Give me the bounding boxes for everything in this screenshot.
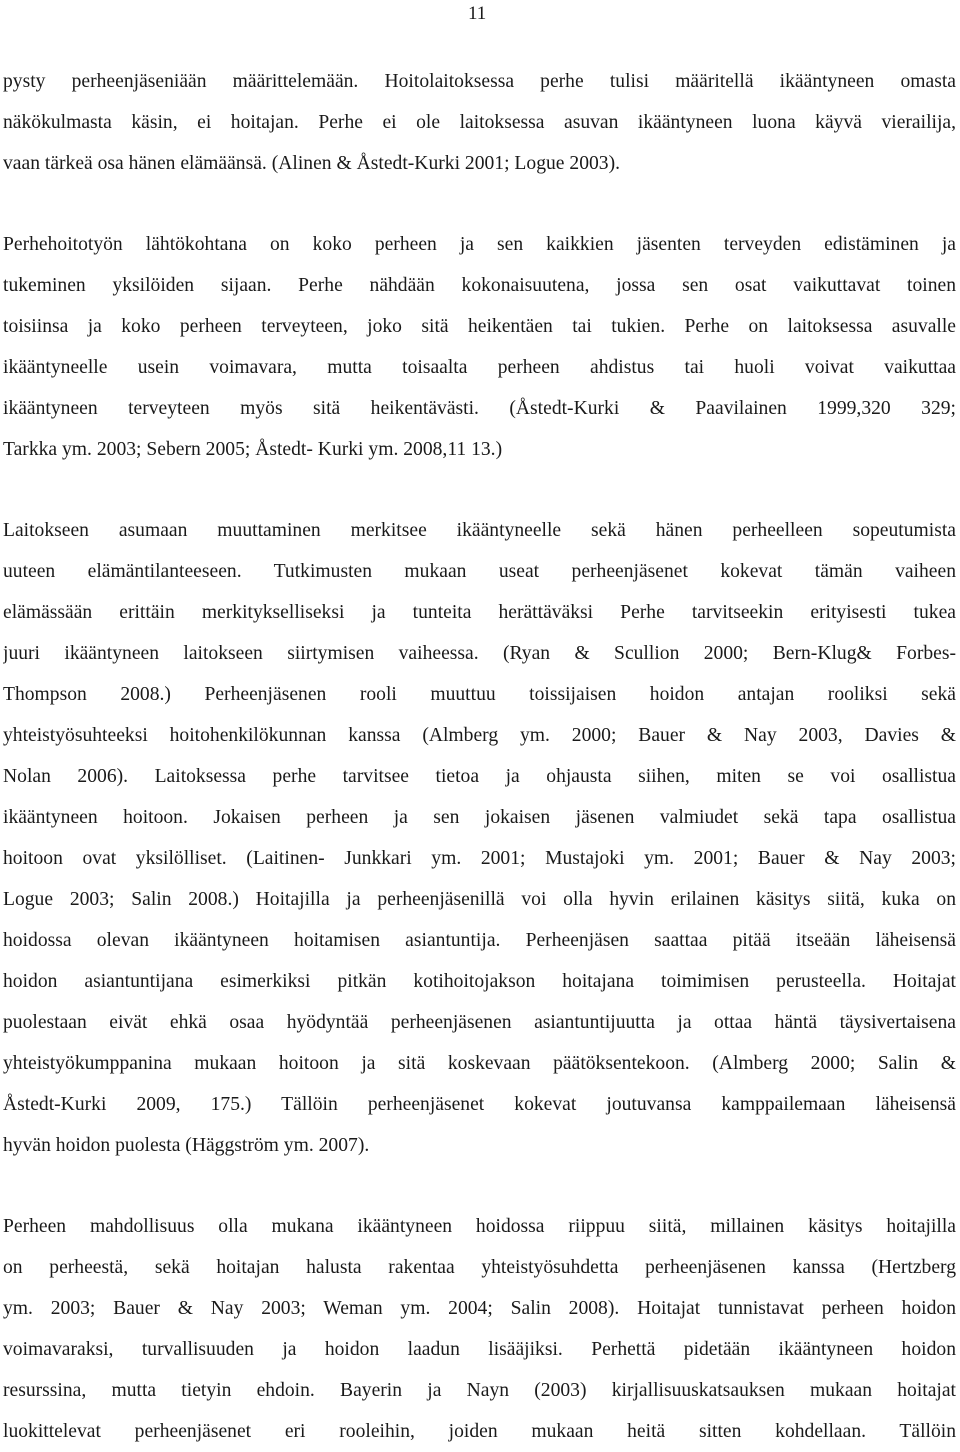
text-line: näkökulmasta käsin, ei hoitajan. Perhe ei ole laitoksessa asuvan ikääntyneen luona käyvä vierailija, (3, 112, 956, 133)
text-line: Laitokseen asumaan muuttaminen merkitsee ikääntyneelle sekä hänen perheelleen sopeutumista (3, 520, 956, 541)
text-line: luokittelevat perheenjäsenet eri rooleihin, joiden mukaan heitä sitten kohdellaan. Tällöin (3, 1421, 956, 1442)
paragraph-1 (3, 61, 956, 184)
text-line: yhteistyösuhteeksi hoitohenkilökunnan kanssa (Almberg ym. 2000; Bauer & Nay 2003, Davies & (3, 725, 956, 746)
text-line: elämässään erittäin merkitykselliseksi ja tunteita herättäväksi Perhe tarvitseekin erityisesti tukea (3, 602, 956, 623)
text-line: juuri ikääntyneen laitokseen siirtymisen vaiheessa. (Ryan & Scullion 2000; Bern-Klug& Forbes- (3, 643, 956, 664)
text-line: Nolan 2006). Laitoksessa perhe tarvitsee tietoa ja ohjausta siihen, miten se voi osallistua (3, 766, 956, 787)
text-line: uuteen elämäntilanteeseen. Tutkimusten mukaan useat perheenjäsenet kokevat tämän vaiheen (3, 561, 956, 582)
paragraph-gap (3, 184, 956, 224)
text-line: on perheestä, sekä hoitajan halusta rakentaa yhteistyösuhdetta perheenjäsenen kanssa (Hertzberg (3, 1257, 956, 1278)
page-number: 11 (468, 3, 487, 24)
text-line: hoidon asiantuntijana esimerkiksi pitkän kotihoitojakson hoitajana toimimisen perusteella. Hoitajat (3, 971, 956, 992)
document-body (3, 61, 956, 1452)
paragraph-4 (3, 1206, 956, 1452)
text-line: yhteistyökumppanina mukaan hoitoon ja sitä koskevaan päätöksentekoon. (Almberg 2000; Salin & (3, 1053, 956, 1074)
text-line: voimavaraksi, turvallisuuden ja hoidon laadun lisääjiksi. Perhettä pidetään ikääntyneen hoidon (3, 1339, 956, 1360)
text-line: Perhehoitotyön lähtökohtana on koko perheen ja sen kaikkien jäsenten terveyden edistäminen ja (3, 234, 956, 255)
text-line: toisiinsa ja koko perheen terveyteen, joko sitä heikentäen tai tukien. Perhe on laitoksessa asuvalle (3, 316, 956, 337)
paragraph-3 (3, 510, 956, 1166)
paragraph-gap (3, 1166, 956, 1206)
text-line: hoitoon ovat yksilölliset. (Laitinen- Junkkari ym. 2001; Mustajoki ym. 2001; Bauer & Nay 2003; (3, 848, 956, 869)
text-line: Thompson 2008.) Perheenjäsenen rooli muuttuu toissijaisen hoidon antajan rooliksi sekä (3, 684, 956, 705)
paragraph-gap (3, 470, 956, 510)
text-line: Åstedt-Kurki 2009, 175.) Tällöin perheenjäsenet kokevat joutuvansa kamppailemaan läheisensä (3, 1094, 956, 1115)
text-line: pysty perheenjäseniään määrittelemään. Hoitolaitoksessa perhe tulisi määritellä ikääntyneen omasta (3, 71, 956, 92)
text-line: resurssina, mutta tietyin ehdoin. Bayerin ja Nayn (2003) kirjallisuuskatsauksen mukaan hoitajat (3, 1380, 956, 1401)
text-line: ikääntyneen terveyteen myös sitä heikentävästi. (Åstedt-Kurki & Paavilainen 1999,320 329; (3, 398, 956, 419)
text-line: hyvän hoidon puolesta (Häggström ym. 2007). (3, 1135, 370, 1156)
text-line: ym. 2003; Bauer & Nay 2003; Weman ym. 2004; Salin 2008). Hoitajat tunnistavat perheen hoidon (3, 1298, 956, 1319)
text-line: Perheen mahdollisuus olla mukana ikääntyneen hoidossa riippuu siitä, millainen käsitys hoitajilla (3, 1216, 956, 1237)
text-line: ikääntyneen hoitoon. Jokaisen perheen ja sen jokaisen jäsenen valmiudet sekä tapa osallistua (3, 807, 956, 828)
text-line: puolestaan eivät ehkä osaa hyödyntää perheenjäsenen asiantuntijuutta ja ottaa häntä täysivertaisena (3, 1012, 956, 1033)
text-line: tukeminen yksilöiden sijaan. Perhe nähdään kokonaisuutena, jossa sen osat vaikuttavat toinen (3, 275, 956, 296)
text-line: hoidossa olevan ikääntyneen hoitamisen asiantuntija. Perheenjäsen saattaa pitää itseään läheisensä (3, 930, 956, 951)
text-line: Logue 2003; Salin 2008.) Hoitajilla ja perheenjäsenillä voi olla hyvin erilainen käsitys siitä, kuka on (3, 889, 956, 910)
text-line: vaan tärkeä osa hänen elämäänsä. (Alinen & Åstedt-Kurki 2001; Logue 2003). (3, 153, 621, 174)
paragraph-2 (3, 224, 956, 470)
text-line: Tarkka ym. 2003; Sebern 2005; Åstedt- Kurki ym. 2008,11 13.) (3, 439, 503, 460)
text-line: ikääntyneelle usein voimavara, mutta toisaalta perheen ahdistus tai huoli voivat vaikuttaa (3, 357, 956, 378)
